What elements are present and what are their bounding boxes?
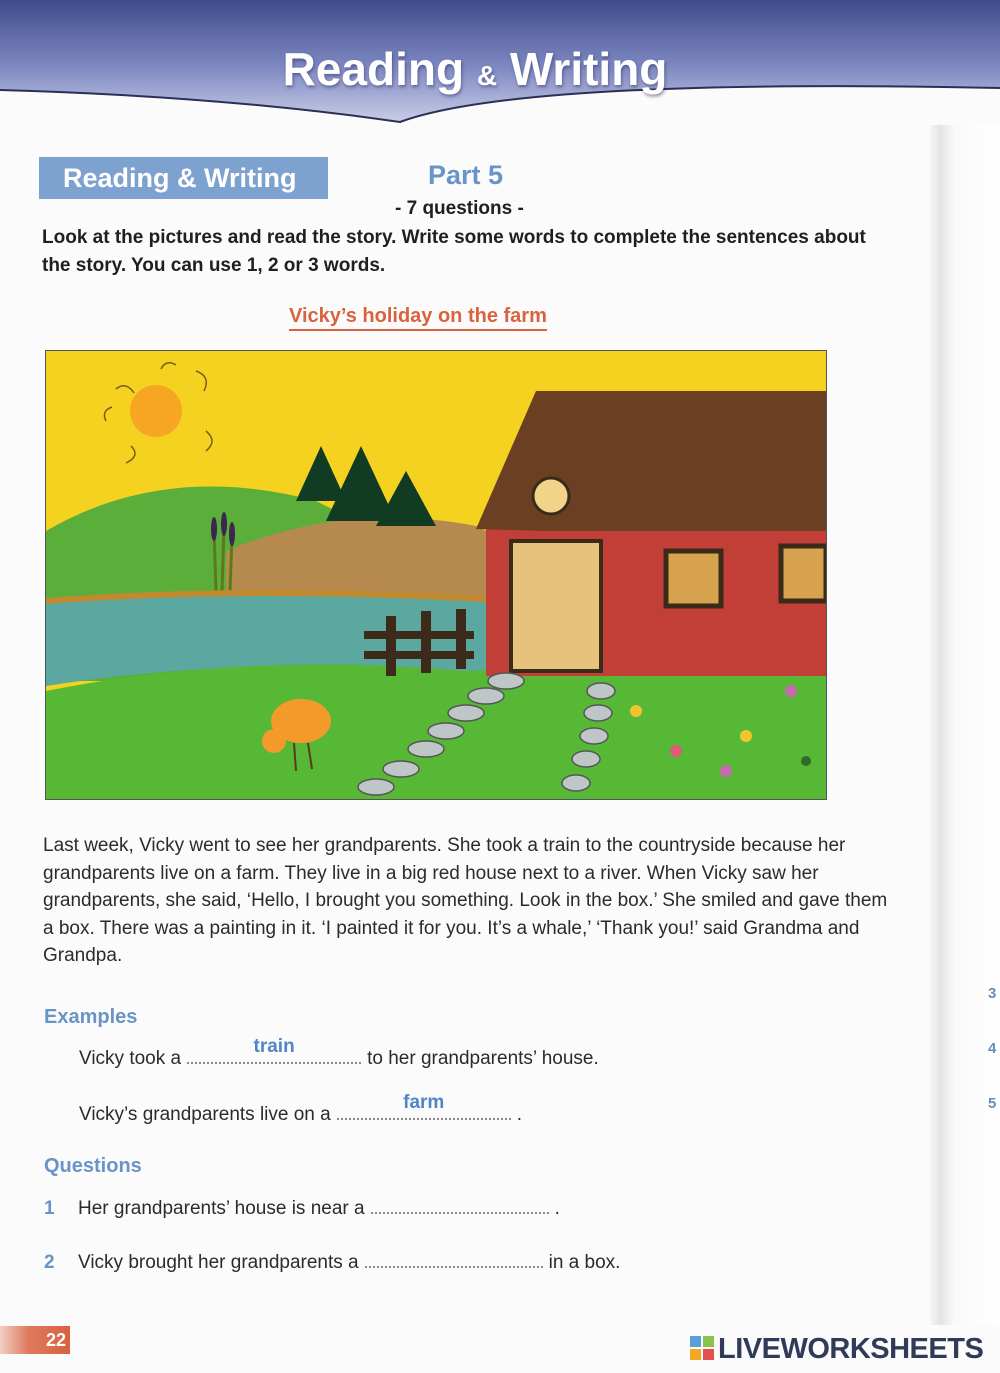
answer-blank <box>337 1092 511 1120</box>
sentence-before: Vicky brought her grandparents a <box>78 1252 359 1273</box>
question-number: 2 <box>44 1252 55 1273</box>
barn-icon <box>476 391 826 676</box>
header-banner <box>0 0 1000 125</box>
sentence-before: Vicky took a <box>79 1048 182 1069</box>
page-title-main: Reading <box>282 43 465 95</box>
brand-name: LIVEWORKSHEETS <box>718 1333 984 1365</box>
story-paragraph: Last week, Vicky went to see her grandparents. She took a train to the countryside because her grandparents live on a farm. They live in a big red house next to a river. When Vicky saw her grandparents, she said, ‘Hello, I brought you something. Look in the box.’ She smiled and gave them a box. There was a painting in it. ‘I painted it for you. It’s a whale,’ ‘Thank you!’ said Grandma and Grandpa. <box>43 835 888 966</box>
edge-number: 3 <box>988 985 997 1002</box>
story-text <box>43 832 903 970</box>
questions-heading: Questions <box>44 1155 142 1177</box>
edge-number: 4 <box>988 1040 997 1057</box>
sentence-after: to her grandparents’ house. <box>367 1048 599 1069</box>
sentence-before: Vicky’s grandparents live on a <box>79 1104 331 1125</box>
part-title: Part 5 <box>428 160 504 190</box>
examples-heading: Examples <box>44 1006 138 1028</box>
sentence-after: . <box>516 1104 523 1125</box>
answer-text: farm <box>403 1092 445 1113</box>
page-title-end: Writing <box>509 43 668 95</box>
example-sentence <box>79 1092 523 1126</box>
question-count: - 7 questions - <box>395 198 524 219</box>
answer-input[interactable] <box>365 1246 543 1268</box>
liveworksheets-icon <box>690 1336 714 1360</box>
answer-blank <box>187 1036 361 1064</box>
question-number: 1 <box>44 1198 55 1219</box>
page-gutter <box>930 125 1000 1325</box>
edge-number: 5 <box>988 1095 997 1112</box>
page-title <box>0 42 950 96</box>
question-row <box>44 1246 620 1274</box>
question-row <box>44 1192 560 1220</box>
example-sentence <box>79 1036 599 1070</box>
farm-illustration <box>45 350 827 800</box>
story-title: Vicky’s holiday on the farm <box>289 305 547 331</box>
page-title-amp: & <box>476 60 498 91</box>
answer-text: train <box>253 1036 295 1057</box>
sentence-before: Her grandparents’ house is near a <box>78 1198 365 1219</box>
section-label: Reading & Writing <box>39 157 328 199</box>
sentence-after: in a box. <box>548 1252 621 1273</box>
sentence-after: . <box>554 1198 560 1219</box>
page-number: 22 <box>45 1330 66 1350</box>
instructions: Look at the pictures and read the story. Write some words to complete the sentences about the story. You can use 1, 2 or 3 words. <box>42 227 866 276</box>
answer-input[interactable] <box>371 1192 549 1214</box>
